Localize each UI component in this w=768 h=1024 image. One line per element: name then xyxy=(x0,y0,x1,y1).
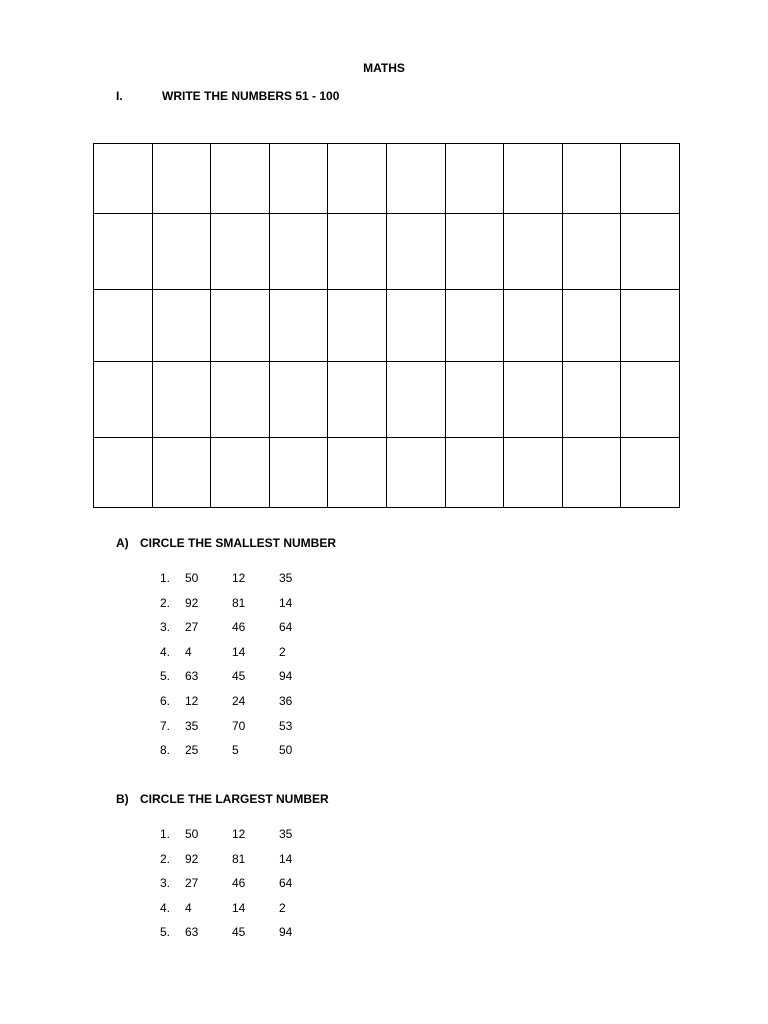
grid-cell[interactable] xyxy=(211,214,270,290)
grid-cell[interactable] xyxy=(269,290,328,362)
grid-cell[interactable] xyxy=(328,362,387,438)
grid-cell[interactable] xyxy=(562,144,621,214)
grid-row xyxy=(94,214,680,290)
number-option[interactable]: 35 xyxy=(185,718,199,733)
item-number: 1. xyxy=(160,571,171,585)
grid-cell[interactable] xyxy=(94,290,153,362)
number-option[interactable]: 35 xyxy=(279,571,293,585)
number-option[interactable]: 64 xyxy=(279,620,293,635)
number-option[interactable]: 12 xyxy=(232,571,246,585)
grid-cell[interactable] xyxy=(94,362,153,438)
number-option[interactable]: 70 xyxy=(232,718,246,733)
grid-cell[interactable] xyxy=(621,438,680,508)
item-number: 3. xyxy=(160,876,171,891)
grid-cell[interactable] xyxy=(211,438,270,508)
number-option[interactable]: 63 xyxy=(185,925,199,940)
grid-cell[interactable] xyxy=(621,362,680,438)
number-option[interactable]: 12 xyxy=(185,693,199,708)
number-option[interactable]: 50 xyxy=(185,571,199,585)
grid-cell[interactable] xyxy=(269,214,328,290)
number-option[interactable]: 46 xyxy=(232,620,246,635)
number-option[interactable]: 81 xyxy=(232,851,246,866)
item-number: 2. xyxy=(160,595,171,610)
number-option[interactable]: 14 xyxy=(232,900,246,915)
number-option[interactable]: 53 xyxy=(279,718,293,733)
grid-row xyxy=(94,144,680,214)
item-number: 4. xyxy=(160,644,171,659)
number-option[interactable]: 94 xyxy=(279,669,293,684)
item-number: 6. xyxy=(160,693,171,708)
grid-cell[interactable] xyxy=(562,438,621,508)
page-title: MATHS xyxy=(363,61,405,75)
grid-cell[interactable] xyxy=(94,438,153,508)
number-option[interactable]: 63 xyxy=(185,669,199,684)
section-a-heading xyxy=(116,536,336,550)
grid-cell[interactable] xyxy=(211,362,270,438)
number-option[interactable]: 50 xyxy=(185,827,199,841)
number-option[interactable]: 4 xyxy=(185,900,192,915)
number-option[interactable]: 27 xyxy=(185,620,199,635)
grid-cell[interactable] xyxy=(328,144,387,214)
section-a-letter: A) xyxy=(116,536,129,550)
grid-cell[interactable] xyxy=(504,214,563,290)
grid-cell[interactable] xyxy=(152,438,211,508)
number-option[interactable]: 25 xyxy=(185,743,199,758)
grid-cell[interactable] xyxy=(504,144,563,214)
number-option[interactable]: 24 xyxy=(232,693,246,708)
grid-cell[interactable] xyxy=(94,144,153,214)
grid-cell[interactable] xyxy=(445,362,504,438)
grid-cell[interactable] xyxy=(152,144,211,214)
grid-cell[interactable] xyxy=(621,144,680,214)
grid-cell[interactable] xyxy=(94,214,153,290)
grid-cell[interactable] xyxy=(269,362,328,438)
grid-cell[interactable] xyxy=(152,362,211,438)
grid-row xyxy=(94,290,680,362)
grid-row xyxy=(94,438,680,508)
grid-cell[interactable] xyxy=(386,438,445,508)
grid-cell[interactable] xyxy=(211,290,270,362)
grid-cell[interactable] xyxy=(328,290,387,362)
number-option[interactable]: 14 xyxy=(232,644,246,659)
grid-cell[interactable] xyxy=(445,290,504,362)
grid-cell[interactable] xyxy=(562,290,621,362)
item-number: 2. xyxy=(160,851,171,866)
grid-cell[interactable] xyxy=(386,144,445,214)
grid-cell[interactable] xyxy=(504,438,563,508)
number-option[interactable]: 12 xyxy=(232,827,246,841)
grid-cell[interactable] xyxy=(621,290,680,362)
grid-cell[interactable] xyxy=(445,438,504,508)
number-option[interactable]: 14 xyxy=(279,595,293,610)
grid-cell[interactable] xyxy=(562,362,621,438)
item-number: 7. xyxy=(160,718,171,733)
number-option[interactable]: 36 xyxy=(279,693,293,708)
grid-cell[interactable] xyxy=(269,438,328,508)
grid-cell[interactable] xyxy=(621,214,680,290)
grid-cell[interactable] xyxy=(386,214,445,290)
item-number: 5. xyxy=(160,925,171,940)
section-1-number: I. xyxy=(116,89,123,103)
section-b-heading xyxy=(116,792,329,806)
item-number: 5. xyxy=(160,669,171,684)
number-option[interactable]: 45 xyxy=(232,669,246,684)
grid-cell[interactable] xyxy=(445,144,504,214)
item-number: 4. xyxy=(160,900,171,915)
item-number: 1. xyxy=(160,827,171,841)
grid-cell[interactable] xyxy=(504,362,563,438)
grid-cell[interactable] xyxy=(152,290,211,362)
number-option[interactable]: 27 xyxy=(185,876,199,891)
number-option[interactable]: 46 xyxy=(232,876,246,891)
number-option[interactable]: 5 xyxy=(232,743,239,758)
number-option[interactable]: 45 xyxy=(232,925,246,940)
grid-cell[interactable] xyxy=(562,214,621,290)
grid-cell[interactable] xyxy=(269,144,328,214)
grid-row xyxy=(94,362,680,438)
section-b-letter: B) xyxy=(116,792,129,806)
grid-cell[interactable] xyxy=(152,214,211,290)
grid-cell[interactable] xyxy=(504,290,563,362)
number-option[interactable]: 92 xyxy=(185,595,199,610)
number-option[interactable]: 35 xyxy=(279,827,293,841)
grid-cell[interactable] xyxy=(386,290,445,362)
number-option[interactable]: 81 xyxy=(232,595,246,610)
number-option[interactable]: 2 xyxy=(279,644,286,659)
section-b-instruction: CIRCLE THE LARGEST NUMBER xyxy=(140,792,329,806)
section-a-instruction: CIRCLE THE SMALLEST NUMBER xyxy=(140,536,336,550)
number-option[interactable]: 94 xyxy=(279,925,293,940)
item-number: 3. xyxy=(160,620,171,635)
grid-cell[interactable] xyxy=(328,214,387,290)
grid-cell[interactable] xyxy=(386,362,445,438)
number-option[interactable]: 64 xyxy=(279,876,293,891)
number-option[interactable]: 50 xyxy=(279,743,293,758)
number-writing-grid xyxy=(93,143,680,508)
number-option[interactable]: 14 xyxy=(279,851,293,866)
number-option[interactable]: 2 xyxy=(279,900,286,915)
number-option[interactable]: 92 xyxy=(185,851,199,866)
number-option[interactable]: 4 xyxy=(185,644,192,659)
grid-cell[interactable] xyxy=(211,144,270,214)
grid-cell[interactable] xyxy=(328,438,387,508)
section-1-instruction: WRITE THE NUMBERS 51 - 100 xyxy=(162,89,340,103)
item-number: 8. xyxy=(160,743,171,758)
grid-cell[interactable] xyxy=(445,214,504,290)
